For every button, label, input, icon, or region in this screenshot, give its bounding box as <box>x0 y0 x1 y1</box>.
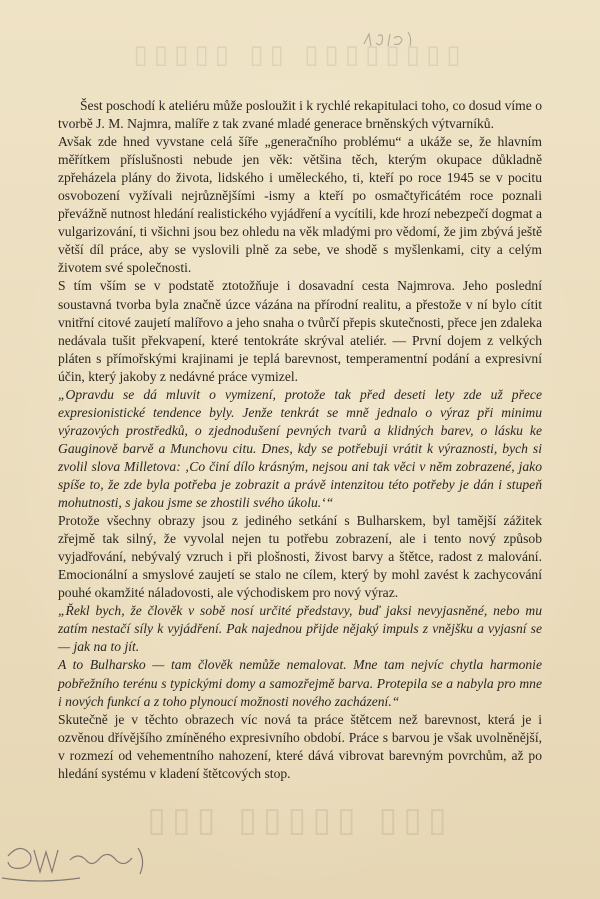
quote-paragraph: „Řekl bych, že člověk v sobě nosí určité představy, buď jaksi nevyjasněné, nebo mu zatím nestačí síly k vyjádření. Pak najednou přijde nějaký impuls z vnějšku a vyjasní se — jak na to jít. <box>58 603 542 655</box>
quote-paragraph: A to Bulharsko — tam člověk nemůže nemalovat. Mne tam nejvíc chytla harmonie pobřežního terénu s typickými domy a samozřejmě barva. Protepila se a nabyla pro mne i nových funkcí a z toho plynoucí možnosti nového zacházení.“ <box>58 657 542 709</box>
paragraph: Skutečně je v těchto obrazech víc nová ta práce štětcem než barevnost, která je i ozvěnou dřívějšího zmíněného expresivního období. Práce s barvou je však uvolněnější, v rozmezí od vehementního nahození, které dává vibrovat barevným povrchům, až po hledání systému v kladení štětcových stop. <box>58 711 542 781</box>
paragraph: Protože všechny obrazy jsou z jediného setkání s Bulharskem, byl tamější zážitek zřejmě tak silný, že vyvolal nejen tu potřebu zobrazení, ale i tento nový způsob vyjadřování, nebývalý vzruch i při plošnosti, živost barvy a štětce, radost z malování. Emocionální a smyslové zaujetí se stalo ne cílem, který by mohl zavést k zachycování pouhé okamžité náladovosti, ale východiskem pro nový výraz. <box>58 513 542 601</box>
paragraph: Avšak zde hned vyvstane celá šíře „generačního problému“ a ukáže se, že hlavním měřítkem příslušnosti nebude jen věk: většina těch, kterým okupace důkladně zpřeházela plány do života, lidského i uměleckého, ti, kteří po roce 1945 se v pocitu osvobození vyžívali nejrůznějšími -ismy a kteří po osmačtyřicátém roce poznali převážně nutnost hledání realistického vyjádření a vycítili, kde hrozí nebezpečí dogmat a vulgarizování, ti všichni jsou bez ohledu na věk mladými pro vědomí, že jim zbývá ještě větší díl práce, aby se vyslovili plně za sebe, ve shodě s myšlenkami, city a celým životem své společnosti. <box>58 134 542 276</box>
show-through-text-bottom: ▯▯▯ ▯▯▯▯▯ ▯▯▯ <box>147 800 453 840</box>
handwritten-signature <box>0 838 160 888</box>
show-through-text-top: ▯▯▯▯▯ ▯▯ ▯▯▯▯▯▯▯▯ <box>133 40 467 70</box>
paragraph: Šest poschodí k ateliéru může posloužit i k rychlé rekapitulaci toho, co dosud víme o tvorbě J. M. Najmra, malíře z tak zvané mladé generace brněnských výtvarníků. <box>58 98 542 132</box>
pencil-scribble-mark <box>360 28 430 50</box>
paragraph: S tím vším se v podstatě ztotožňuje i dosavadní cesta Najmrova. Jeho poslední soustavná tvorba byla značně úzce vázána na přírodní realitu, a přestože v ní bylo cítit vnitřní citové zaujetí malířovo a jeho snaha o tvůrčí přepis skutečnosti, přece jen zdaleka nedávala tušit překvapení, které tentokráte skrýval ateliér. — První dojem z velkých pláten s přímořskými krajinami je teplá barevnost, temperamentní podání a expresivní účin, který jakoby z nedávné práce vymizel. <box>58 278 542 384</box>
article-body <box>58 97 542 783</box>
quote-paragraph: „Opravdu se dá mluvit o vymizení, protože tak před deseti lety zde už přece expresionistické tendence byly. Jenže tenkrát se mně jednalo o výraz při minimu výrazových prostředků, o zjednodušení pevných tvarů a klidných barev, o lásku ke Gauginově barvě a Munchovu citu. Dnes, kdy se potřebuji vrátit k výraznosti, bych si zvolil slova Milletova: ‚Co činí dílo krásným, nejsou ani tak věci v něm zobrazené, jako spíše to, že zde byla potřeba je zobrazit a právě intenzitou této potřeby je dán i stupeň mohutnosti, s jakou jsme se zhostili svého úkolu.‘“ <box>58 386 542 511</box>
